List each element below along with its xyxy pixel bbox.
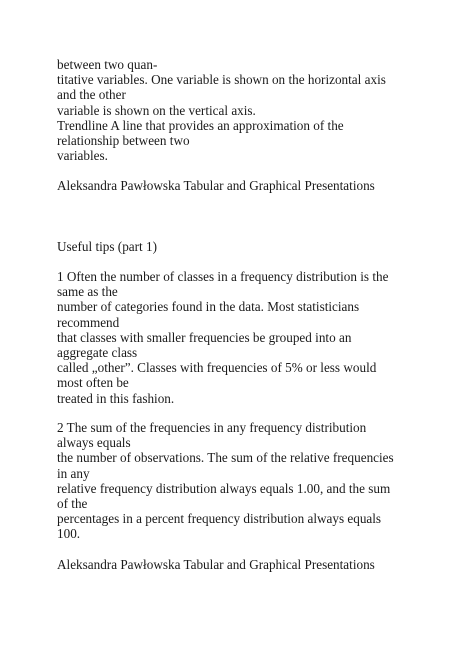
text-line: number of categories found in the data. Most statisticians [57, 299, 360, 315]
text-line: that classes with smaller frequencies be grouped into an [57, 329, 352, 345]
text-line: Trendline A line that provides an approximation of the [57, 117, 344, 133]
text-line: between two quan- [57, 57, 158, 72]
text-line: always equals [57, 435, 131, 451]
definition-paragraph [57, 57, 457, 163]
tip-2-paragraph [57, 420, 457, 542]
text-line: titative variables. One variable is shown on the horizontal axis [57, 72, 386, 88]
text-line: 1 Often the number of classes in a frequency distribution is the [57, 269, 389, 284]
text-line: relationship between two [57, 133, 190, 149]
text-line: the number of observations. The sum of the relative frequencies [57, 450, 394, 466]
text-line: treated in this fashion. [57, 390, 175, 406]
text-line: in any [57, 465, 90, 481]
text-line: percentages in a percent frequency distribution always equals [57, 511, 382, 527]
text-line: 2 The sum of the frequencies in any frequency distribution [57, 420, 367, 435]
text-line: of the [57, 496, 88, 512]
author-footer [57, 557, 457, 572]
text-line: recommend [57, 314, 120, 330]
text-line: variable is shown on the vertical axis. [57, 102, 256, 118]
text-line: most often be [57, 375, 129, 391]
text-line: variables. [57, 148, 108, 164]
footer-text: Aleksandra Pawłowska Tabular and Graphical Presentations [57, 557, 375, 572]
text-line: called „other”. Classes with frequencies of 5% or less would [57, 360, 377, 376]
text-line: relative frequency distribution always equals 1.00, and the sum [57, 480, 391, 496]
heading-text: Useful tips (part 1) [57, 239, 157, 254]
text-line: same as the [57, 284, 118, 300]
text-line: 100. [57, 526, 81, 542]
text-line: and the other [57, 87, 126, 103]
text-line: aggregate class [57, 345, 138, 361]
section-heading [57, 239, 457, 254]
footer-text: Aleksandra Pawłowska Tabular and Graphical Presentations [57, 178, 375, 193]
tip-1-paragraph [57, 269, 457, 406]
author-footer [57, 178, 457, 193]
